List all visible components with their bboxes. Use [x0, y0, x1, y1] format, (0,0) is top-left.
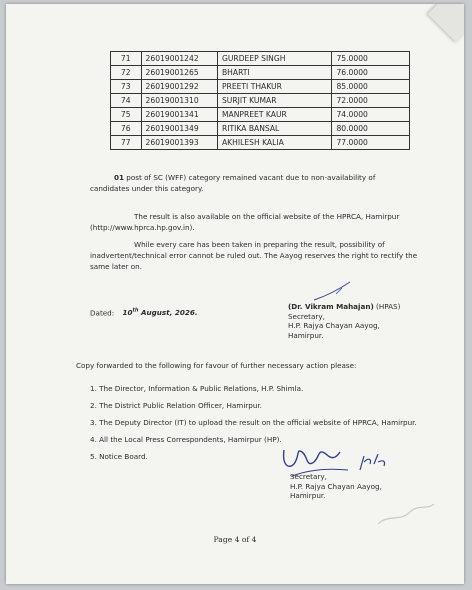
- website-link[interactable]: (http://www.hprca.hp.gov.in).: [90, 223, 195, 232]
- table-row: [111, 94, 410, 108]
- roll-number-cell: 26019001310: [141, 94, 217, 108]
- serial-number-cell: 72: [111, 66, 142, 80]
- document-page: [6, 4, 464, 584]
- signatory-service: (HPAS): [373, 302, 401, 311]
- copy-intro: Copy forwarded to the following for favour of further necessary action please:: [76, 361, 357, 370]
- dated-label: Dated:: [90, 308, 115, 318]
- candidate-name-cell: MANPREET KAUR: [217, 108, 331, 122]
- serial-number-cell: 77: [111, 136, 142, 150]
- vacancy-text: post of SC (WFF) category remained vacant due to non-availability of: [124, 173, 376, 182]
- marks-cell: 76.0000: [332, 66, 410, 80]
- second-signatory-office: H.P. Rajya Chayan Aayog,: [290, 481, 382, 491]
- table-row: [111, 136, 410, 150]
- roll-number-cell: 26019001341: [141, 108, 217, 122]
- copy-list-item: 5. Notice Board.: [90, 452, 148, 461]
- vacancy-text-2: candidates under this category.: [90, 184, 204, 193]
- disclaimer-text-3: same later on.: [90, 262, 142, 271]
- candidate-name-cell: RITIKA BANSAL: [217, 122, 331, 136]
- signatory-block: [288, 302, 400, 340]
- signatory-place: Hamirpur.: [288, 330, 324, 340]
- table-row: [111, 108, 410, 122]
- vacancy-note: [90, 172, 420, 194]
- result-note: [90, 211, 420, 233]
- serial-number-cell: 75: [111, 108, 142, 122]
- marks-cell: 74.0000: [332, 108, 410, 122]
- signatory-name: (Dr. Vikram Mahajan): [288, 302, 374, 311]
- second-signatory-place: Hamirpur.: [290, 491, 326, 500]
- candidate-name-cell: BHARTI: [217, 66, 331, 80]
- results-table: [110, 51, 410, 150]
- copy-list-item: 2. The District Public Relation Officer, Hamirpur.: [90, 401, 262, 410]
- roll-number-cell: 26019001242: [141, 52, 217, 66]
- dated-line: [90, 306, 198, 318]
- candidate-name-cell: PREETI THAKUR: [217, 80, 331, 94]
- marks-cell: 85.0000: [332, 80, 410, 94]
- table-row: [111, 80, 410, 94]
- result-text: The result is also available on the official website of the HPRCA, Hamirpur: [134, 212, 400, 221]
- copy-list-item: 1. The Director, Information & Public Relations, H.P. Shimla.: [90, 384, 304, 393]
- signature-mark-icon: [306, 278, 366, 304]
- roll-number-cell: 26019001265: [141, 66, 217, 80]
- vacancy-count: 01: [114, 173, 125, 182]
- copy-list-item: 3. The Deputy Director (IT) to upload the result on the official website of HPRCA, Hamirpur.: [90, 418, 417, 427]
- candidate-name-cell: SURJIT KUMAR: [217, 94, 331, 108]
- marks-cell: 75.0000: [332, 52, 410, 66]
- table-row: [111, 122, 410, 136]
- signatory-office: H.P. Rajya Chayan Aayog,: [288, 321, 380, 330]
- table-row: [111, 66, 410, 80]
- page-footer: Page 4 of 4: [213, 535, 257, 544]
- serial-number-cell: 74: [111, 94, 142, 108]
- candidate-name-cell: GURDEEP SINGH: [217, 52, 331, 66]
- page-corner-fold: [428, 4, 464, 42]
- second-signatory-designation: Secretary,: [290, 472, 327, 481]
- disclaimer-text-1: While every care has been taken in preparing the result, possibility of: [134, 240, 385, 249]
- serial-number-cell: 76: [111, 122, 142, 136]
- candidate-name-cell: AKHILESH KALIA: [217, 136, 331, 150]
- roll-number-cell: 26019001349: [141, 122, 217, 136]
- disclaimer-note: [90, 239, 420, 272]
- serial-number-cell: 73: [111, 80, 142, 94]
- roll-number-cell: 26019001393: [141, 136, 217, 150]
- disclaimer-text-2: inadvertent/technical error cannot be ruled out. The Aayog reserves the right to rectify the: [90, 251, 418, 260]
- marks-cell: 72.0000: [332, 94, 410, 108]
- bleed-through-mark-icon: [370, 494, 440, 534]
- roll-number-cell: 26019001292: [141, 80, 217, 94]
- marks-cell: 80.0000: [332, 122, 410, 136]
- dated-value: 10th August, 2026.: [122, 308, 198, 318]
- marks-cell: 77.0000: [332, 136, 410, 150]
- signatory-designation: Secretary,: [288, 311, 325, 321]
- serial-number-cell: 71: [111, 52, 142, 66]
- copy-list-item: 4. All the Local Press Correspondents, Hamirpur (HP).: [90, 435, 282, 444]
- table-row: [111, 52, 410, 66]
- second-signatory-block: [290, 472, 382, 501]
